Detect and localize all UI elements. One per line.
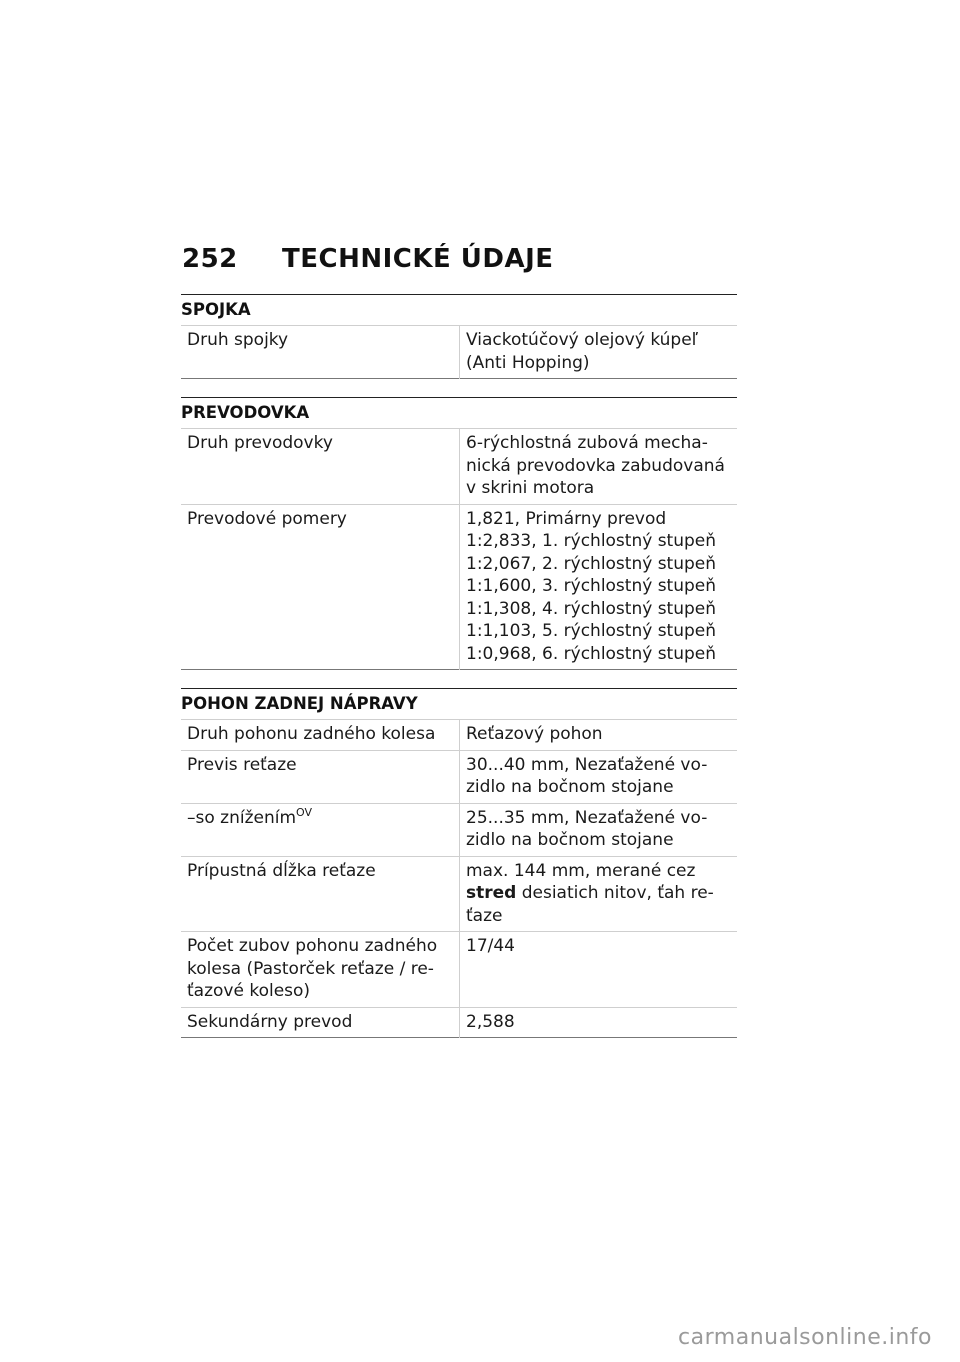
spec-content: [181, 294, 737, 1056]
spec-table: [181, 429, 737, 670]
spec-value: 17/44: [466, 936, 515, 956]
spec-value: 6-rýchlostná zubová mecha- nická prevodovka zabudovaná v skrini motora: [466, 433, 725, 498]
table-row: [181, 803, 737, 856]
table-row: [181, 429, 737, 504]
spec-label: Previs reťaze: [181, 750, 460, 803]
spec-value: max. 144 mm, merané cez stred desiatich nitov, ťah re- ťaze: [466, 860, 714, 926]
page-number: 252: [182, 244, 238, 274]
spec-label: –so znížením$^{OV}$: [181, 803, 460, 856]
section-rear-drive: [181, 688, 737, 1038]
spec-label: Počet zubov pohonu zadného kolesa (Pastorček reťaze / re- ťazové koleso): [181, 932, 460, 1008]
emphasis-text: stred: [466, 883, 517, 903]
table-row: [181, 750, 737, 803]
spec-value: 25...35 mm, Nezaťažené vo- zidlo na bočnom stojane: [466, 807, 708, 850]
table-row: [181, 1007, 737, 1038]
section-clutch: [181, 294, 737, 379]
spec-value: Viackotúčový olejový kúpeľ (Anti Hopping): [466, 330, 699, 373]
section-title: POHON ZADNEJ NÁPRAVY: [181, 688, 737, 720]
spec-value: 30...40 mm, Nezaťažené vo- zidlo na bočnom stojane: [466, 754, 708, 797]
table-row: [181, 932, 737, 1008]
spec-label: Sekundárny prevod: [181, 1007, 460, 1038]
spec-label: Druh spojky: [181, 326, 460, 379]
section-gearbox: [181, 397, 737, 670]
spec-label: Prevodové pomery: [181, 504, 460, 670]
spec-value: 2,588: [466, 1011, 515, 1032]
watermark: carmanualsonline.info: [678, 1325, 932, 1350]
spec-value: 1,821, Primárny prevod 1:2,833, 1. rýchlostný stupeň 1:2,067, 2. rýchlostný stupeň 1:1,600, 3. rýchlostný stupeň 1:1,308, 4. rýchlostný stupeň 1:1,103, 5. rýchlostný stupeň 1:0,968, 6. rýchlostný stupeň: [466, 508, 717, 664]
page-title: TECHNICKÉ ÚDAJE: [282, 244, 554, 274]
spec-label: Druh pohonu zadného kolesa: [181, 720, 460, 750]
spec-label: Druh prevodovky: [181, 429, 460, 504]
section-title: SPOJKA: [181, 294, 737, 326]
spec-table: [181, 720, 737, 1038]
table-row: [181, 326, 737, 379]
ov-superscript: OV: [296, 805, 313, 819]
section-title: PREVODOVKA: [181, 397, 737, 429]
table-row: [181, 504, 737, 670]
table-row: [181, 720, 737, 750]
spec-label: Prípustná dĺžka reťaze: [181, 856, 460, 932]
page-header: [182, 244, 554, 274]
table-row: [181, 856, 737, 932]
spec-table: [181, 326, 737, 379]
spec-value: Reťazový pohon: [466, 724, 603, 744]
